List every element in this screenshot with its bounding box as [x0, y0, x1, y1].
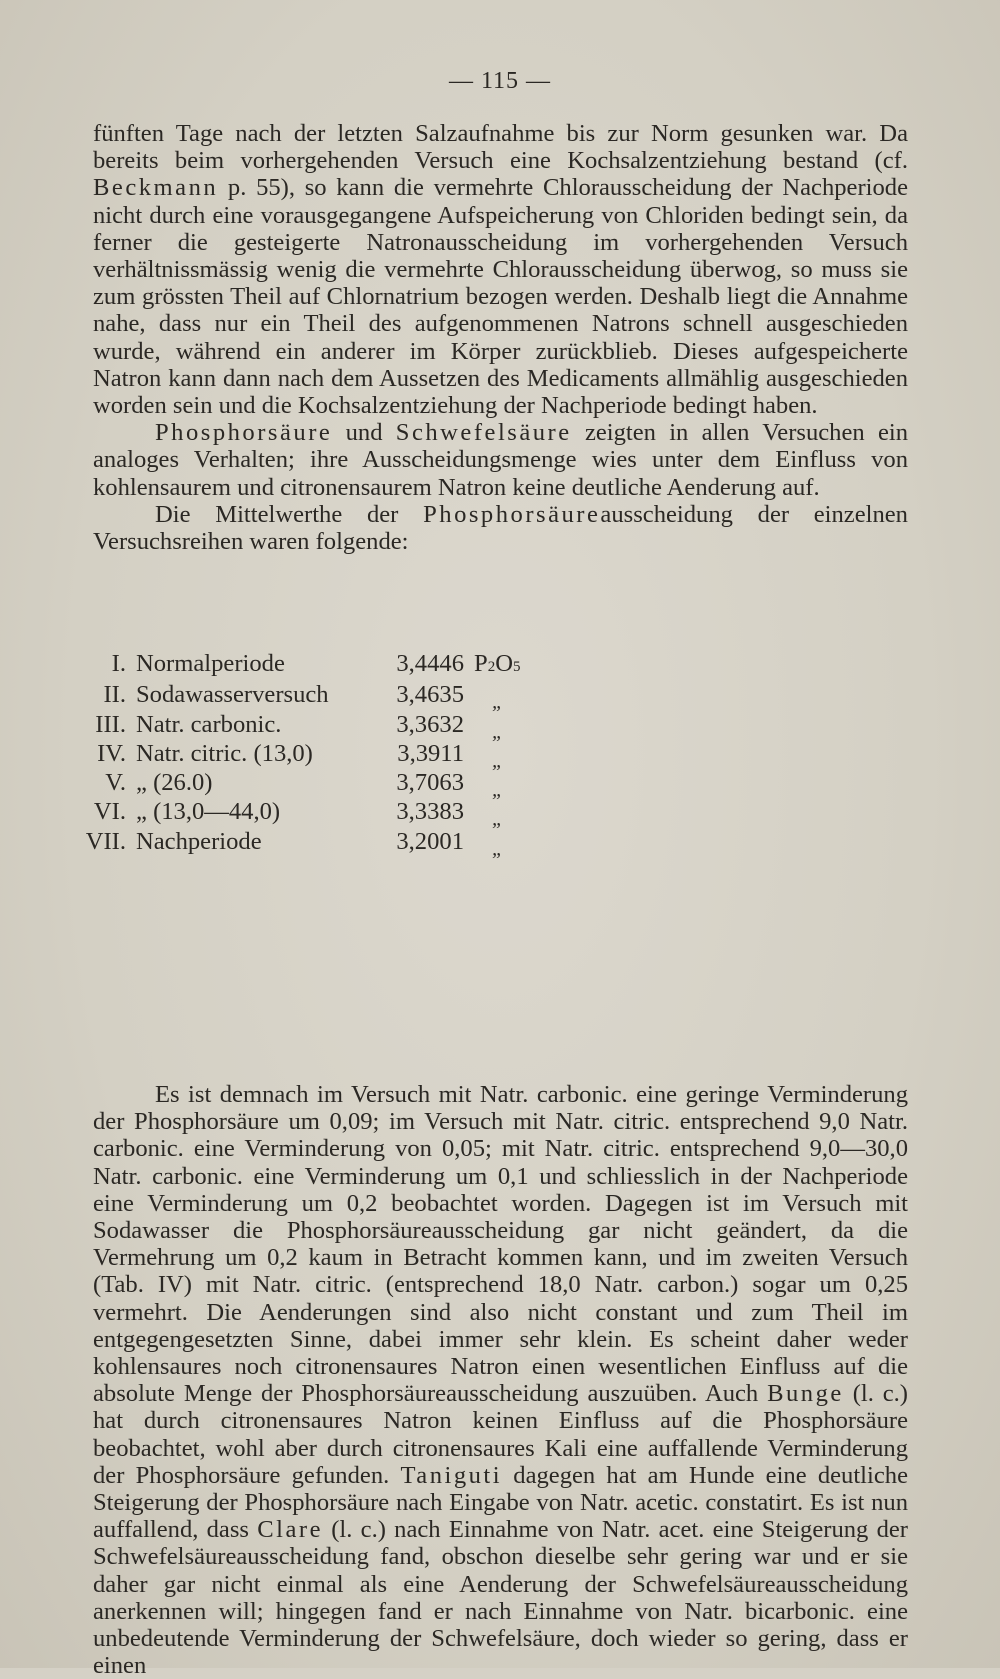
row-numeral: VI.	[93, 798, 126, 826]
row-label: Normalperiode	[136, 650, 285, 677]
paragraph-text: dagegen hat am Hunde eine deutliche Steigerung der Phosphorsäure nach Eingabe von Natr. acetic. constatirt. Es ist nun auffallend, dass	[93, 1461, 908, 1544]
spaced-name: Bunge	[767, 1380, 844, 1408]
spaced-name: Beckmann	[93, 174, 219, 202]
row-label: Sodawasserversuch	[136, 681, 329, 709]
paragraph-text: Die Mittelwerthe der	[155, 500, 424, 528]
row-label: Natr. carbonic.	[136, 710, 282, 738]
table-row	[0, 769, 520, 798]
ditto-mark: „	[492, 749, 504, 772]
paragraph	[93, 1081, 908, 1679]
unit-part: 2	[487, 659, 496, 675]
table-row	[0, 650, 520, 681]
table-row	[0, 798, 520, 827]
ditto-mark: „	[492, 837, 504, 860]
row-value: 3,3383	[396, 798, 464, 826]
row-value: 3,4446	[396, 650, 464, 677]
table-row	[0, 681, 520, 710]
ditto-mark: „	[492, 720, 504, 743]
row-label: Natr. citric. (13,0)	[136, 739, 313, 767]
table-row	[0, 740, 520, 769]
paragraph-text: Es ist demnach im Versuch mit Natr. carbonic. eine geringe Verminderung der Phosphorsäure um 0,09; im Versuch mit Natr. citric. entsprechend 9,0 Natr. carbonic. eine Verminderung von 0,05; mit Natr. citric. entsprechend 9,0—30,0 Natr. carbonic. eine Verminderung um 0,1 und schliesslich in der Nachperiode eine Verminderung um 0,2 beobachtet worden. Dagegen ist im Versuch mit Sodawasser die Phosphorsäureausscheidung gar nicht geändert, da die Vermehrung um 0,2 kaum in Betracht kommen kann, und im zweiten Versuch (Tab. IV) mit Natr. citric. (entsprechend 18,0 Natr. carbon.) sogar um 0,25 vermehrt. Die Aenderungen sind also nicht constant und zum Theil im entgegengesetzten Sinne, dabei immer sehr klein. Es scheint daher weder kohlensaures noch citronensaures Natron einen wesentlichen Einfluss auf die absolute Menge der Phosphorsäureausscheidung auszuüben. Auch	[93, 1081, 908, 1408]
row-numeral: I.	[111, 650, 126, 677]
paragraph	[93, 120, 908, 419]
paragraph-text: p. 55), so kann die vermehrte Chlorausscheidung der Nachperiode nicht durch eine vorausgegangene Aufspeicherung von Chloriden bedingt sein, da ferner die gesteigerte Natronausscheidung im vorhergehenden Versuch verhältnissmässig wenig die vermehrte Chlorausscheidung überwog, so muss sie zum grössten Theil auf Chlornatrium bezogen werden. Deshalb liegt die Annahme nahe, dass nur ein Theil des aufgenommenen Natrons schnell ausgeschieden wurde, während ein anderer im Körper zurückblieb. Dieses aufgespeicherte Natron kann dann nach dem Aussetzen des Medicaments allmählig ausgeschieden worden sein und die Kochsalzentziehung der Nachperiode bedingt haben.	[93, 174, 908, 420]
spaced-name: Phosphorsäure	[423, 500, 601, 528]
ditto-mark: „	[492, 691, 504, 714]
unit-part: P	[474, 650, 488, 677]
row-unit	[474, 711, 520, 743]
row-label: Nachperiode	[136, 827, 262, 855]
row-value: 3,2001	[396, 827, 464, 855]
unit-part: 5	[512, 659, 521, 675]
spaced-name: Phosphorsäure	[155, 419, 333, 447]
row-numeral: VII.	[85, 827, 126, 855]
row-value: 3,3911	[397, 739, 464, 767]
spaced-name: Schwefelsäure	[395, 419, 572, 447]
ditto-mark: „	[492, 779, 504, 802]
page-number: — 115 —	[448, 68, 552, 94]
text-block-upper	[93, 120, 908, 555]
paragraph-text: zeigten in allen Versuchen ein analoges Verhalten; ihre Ausscheidungsmenge wies unter dem Einfluss von kohlensaurem und citronensaurem Natron keine deutliche Aenderung auf.	[93, 419, 908, 501]
row-unit	[474, 650, 520, 681]
row-value: 3,4635	[396, 681, 464, 709]
text-block-lower	[93, 1081, 908, 1679]
row-unit	[474, 681, 520, 714]
paragraph-text: fünften Tage nach der letzten Salzaufnahme bis zur Norm gesunken war. Da bereits beim vorhergehenden Versuch eine Kochsalzentziehung bestand (cf.	[93, 120, 908, 175]
phosphoric-acid-table	[0, 650, 521, 860]
row-value: 3,3632	[396, 710, 464, 738]
paragraph-text: ausscheidung der einzelnen Versuchsreihen waren folgende:	[93, 500, 908, 556]
spaced-name: Clare	[257, 1516, 323, 1544]
row-label: „ (13,0—44,0)	[136, 798, 281, 826]
row-numeral: II.	[103, 681, 126, 709]
row-numeral: III.	[95, 710, 126, 738]
row-unit	[474, 769, 520, 802]
paragraph-text: (l. c.) hat durch citronensaures Natron keinen Einfluss auf die Phosphorsäure beobachtet, wohl aber durch citronensaures Kali eine auffallende Verminderung der Phosphorsäure gefunden.	[93, 1380, 908, 1489]
paragraph-text: und	[332, 419, 396, 447]
row-label: „ (26.0)	[136, 769, 213, 797]
row-unit	[474, 828, 520, 860]
row-unit	[474, 740, 520, 772]
table-row	[0, 828, 520, 857]
paragraph	[93, 419, 908, 501]
spaced-name: Taniguti	[400, 1461, 503, 1489]
table-row	[0, 711, 520, 740]
paragraph	[93, 501, 908, 555]
row-value: 3,7063	[396, 769, 464, 797]
ditto-mark: „	[492, 808, 504, 831]
row-numeral: IV.	[97, 739, 126, 767]
unit-part: O	[495, 650, 513, 677]
row-numeral: V.	[105, 769, 126, 797]
row-unit	[474, 798, 520, 831]
paragraph-text: (l. c.) nach Einnahme von Natr. acet. eine Steigerung der Schwefelsäureausscheidung fand, obschon dieselbe sehr gering war und er sie daher gar nicht einmal als eine Aenderung der Schwefelsäureausscheidung anerkennen will; hingegen fand er nach Einnahme von Natr. bicarbonic. eine unbedeutende Verminderung der Schwefelsäure, doch wieder so gering, dass er einen	[93, 1516, 908, 1679]
